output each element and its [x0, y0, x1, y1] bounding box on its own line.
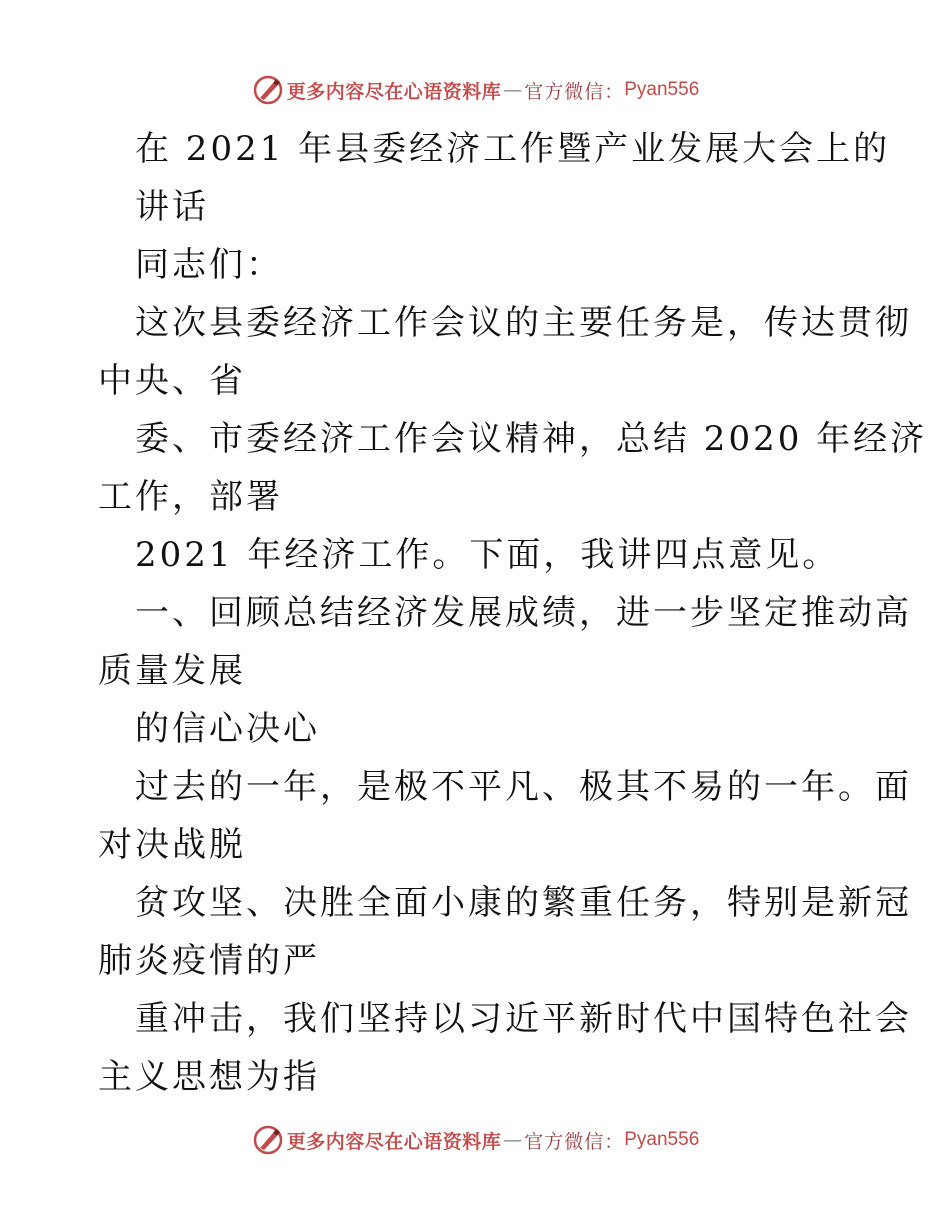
- document-body: [98, 120, 928, 1106]
- watermark-label: 官方微信：: [524, 80, 625, 103]
- watermark-label: 官方微信：: [524, 1130, 625, 1153]
- section-heading-line: 质量发展: [98, 651, 246, 691]
- paragraph-line: 过去的一年，是极不平凡、极其不易的一年。面: [135, 767, 912, 807]
- paragraph-line: 重冲击，我们坚持以习近平新时代中国特色社会: [135, 999, 912, 1039]
- pen-logo-icon: [251, 1123, 285, 1157]
- paragraph-line: 主义思想为指: [98, 1057, 320, 1097]
- section-heading-line: 一、回顾总结经济发展成绩，进一步坚定推动高: [135, 593, 912, 633]
- watermark-text: 更多内容尽在心语资料库: [286, 80, 502, 103]
- watermark-separator: —: [503, 1129, 523, 1151]
- paragraph-line: 中央、省: [98, 361, 246, 401]
- document-title-line-2: 讲话: [135, 187, 209, 227]
- paragraph-line: 2021 年经济工作。下面，我讲四点意见。: [135, 535, 840, 575]
- document-title-line-1: 在 2021 年县委经济工作暨产业发展大会上的: [135, 129, 891, 169]
- paragraph-line: 肺炎疫情的严: [98, 941, 320, 981]
- pen-logo-icon: [251, 73, 285, 107]
- paragraph-line: 贫攻坚、决胜全面小康的繁重任务，特别是新冠: [135, 883, 912, 923]
- footer-watermark: [0, 1120, 950, 1160]
- watermark-text: 更多内容尽在心语资料库: [286, 1130, 502, 1153]
- salutation: 同志们：: [135, 245, 283, 285]
- watermark-wechat-id: Pyan556: [624, 79, 700, 100]
- watermark-wechat-id: Pyan556: [624, 1129, 700, 1150]
- paragraph-line: 这次县委经济工作会议的主要任务是，传达贯彻: [135, 303, 912, 343]
- paragraph-line: 对决战脱: [98, 825, 246, 865]
- paragraph-line: 委、市委经济工作会议精神，总结 2020 年经济: [135, 419, 928, 459]
- paragraph-line: 工作，部署: [98, 477, 283, 517]
- section-heading-line: 的信心决心: [135, 709, 320, 749]
- watermark-separator: —: [503, 79, 523, 101]
- header-watermark: [0, 70, 950, 110]
